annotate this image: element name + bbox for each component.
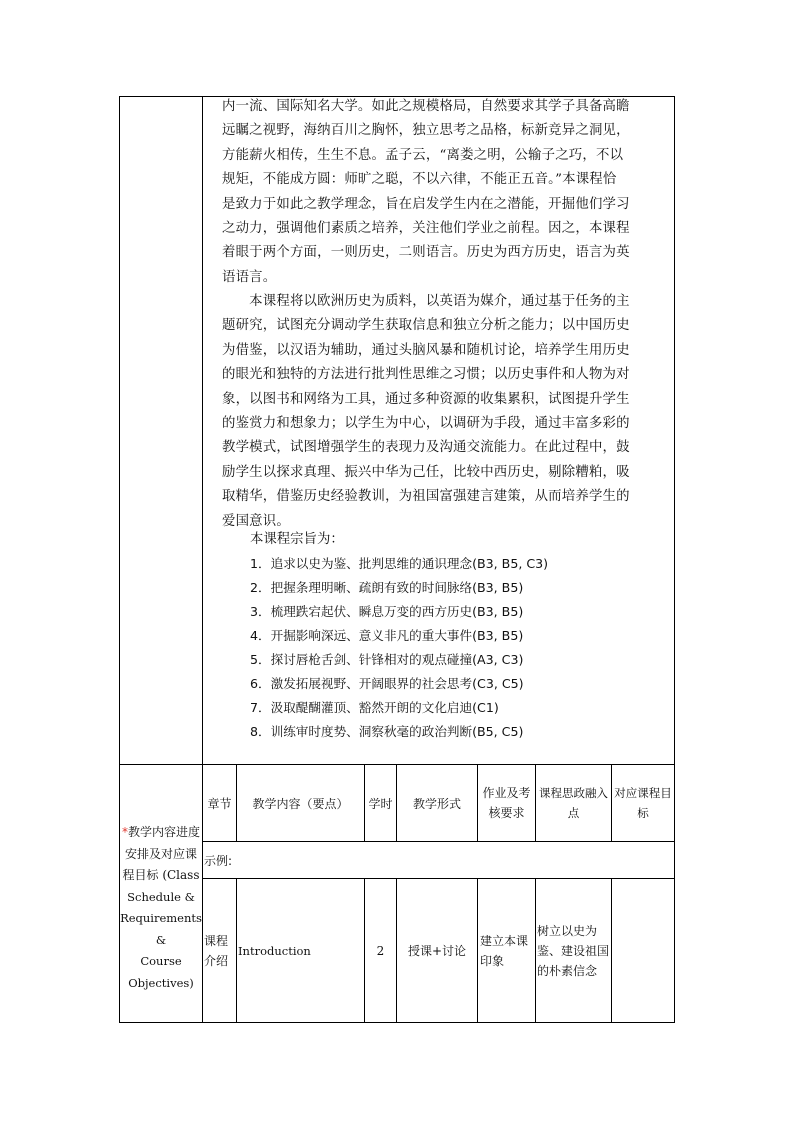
text-line: 教学模式，试图增强学生的表现力及沟通交流能力。在此过程中，鼓	[222, 440, 630, 456]
header-content: 教学内容（要点）	[252, 796, 349, 811]
section-label-line: Schedule &	[127, 889, 195, 904]
required-asterisk: *	[121, 825, 128, 839]
goal-item: 4．开掘影响深远、意义非凡的重大事件(B3, B5)	[250, 628, 524, 643]
text-line: 取精华，借鉴历史经验教训，为祖国富强建言建策，从而培养学生的	[222, 489, 630, 505]
row-chapter-line: 课程	[204, 933, 229, 948]
table-border-bottom	[119, 1022, 675, 1023]
goal-item: 5．探讨唇枪舌剑、针锋相对的观点碰撞(A3, C3)	[250, 652, 524, 667]
text-line: 内一流、国际知名大学。如此之规模格局，自然要求其学子具备高瞻	[222, 99, 630, 114]
section-label-line: Requirements &	[120, 911, 202, 947]
text-line: 是致力于如此之教学理念，旨在启发学生内在之潜能，开掘他们学习	[222, 196, 630, 212]
header-ideology-line: 课程思政融入	[539, 786, 608, 800]
text-line: 之动力，强调他们素质之培养，关注他们学业之前程。因之，本课程	[222, 221, 630, 237]
row-chapter	[203, 879, 237, 1022]
goal-item: 7．汲取醍醐灌顶、豁然开朗的文化启迪(C1)	[250, 700, 499, 715]
header-chapter: 章节	[207, 796, 232, 811]
row-format: 授课+讨论	[407, 944, 467, 958]
section-label-line: Objectives)	[128, 975, 194, 990]
row-homework	[480, 879, 535, 1022]
text-line: 题研究，试图充分调动学生获取信息和独立分析之能力；以中国历史	[222, 318, 630, 334]
text-line: 语语言。	[222, 269, 277, 285]
header-objectives-line: 标	[637, 806, 649, 820]
row-ideology-line: 的朴素信念	[537, 963, 598, 978]
row-ideology-line: 鉴、建设祖国	[537, 943, 610, 958]
schedule-section-label	[120, 822, 202, 994]
text-line: 象，以图书和网络为工具，通过多种资源的收集累积，试图提升学生	[222, 391, 630, 407]
header-objectives-line: 对应课程目	[614, 786, 672, 800]
text-line: 的眼光和独特的方法进行批判性思维之习惯；以历史事件和人物为对	[222, 367, 630, 383]
text-line: 着眼于两个方面，一则历史，二则语言。历史为西方历史，语言为英	[222, 245, 630, 261]
text-line: 规矩，不能成方圆：师旷之聪，不以六律，不能正五音。”本课程恰	[222, 172, 617, 188]
row-col-divider-4	[477, 878, 478, 1022]
row-homework-line: 印象	[480, 953, 505, 968]
text-line: 励学生以探求真理、振兴中华为己任，比较中西历史，剔除糟粕，吸	[222, 464, 630, 480]
section-label-line: 教学内容进度	[127, 825, 200, 839]
header-homework-line: 作业及考	[482, 786, 531, 800]
text-line: 方能薪火相传，生生不息。孟子云，“离娄之明，公输子之巧，不以	[222, 147, 624, 163]
row-hours: 2	[376, 943, 385, 958]
text-line: 本课程将以欧洲历史为质料，以英语为媒介，通过基于任务的主	[222, 294, 630, 309]
text-line: 的鉴赏力和想象力；以学生为中心，以调研为手段，通过丰富多彩的	[222, 416, 630, 432]
section-label-line: 安排及对应课	[124, 846, 197, 861]
table-border-right	[674, 96, 675, 1023]
goal-item: 6．激发拓展视野、开阔眼界的社会思考(C3, C5)	[250, 676, 524, 691]
section-label-line: 程目标 (Class	[122, 868, 200, 882]
text-line: 为借鉴，以汉语为辅助，通过头脑风暴和随机讨论，培养学生用历史	[222, 342, 630, 358]
header-objectives	[612, 765, 674, 841]
text-line: 远瞩之视野，海纳百川之胸怀，独立思考之品格，标新竞异之洞见，	[222, 123, 630, 139]
text-line: 爱国意识。	[222, 513, 290, 529]
goal-item: 3．梳理跌宕起伏、瞬息万变的西方历史(B3, B5)	[250, 604, 524, 619]
goal-item: 8．训练审时度势、洞察秋毫的政治判断(B5, C5)	[250, 724, 524, 739]
row-chapter-line: 介绍	[204, 953, 229, 968]
header-homework-line: 核要求	[488, 806, 525, 820]
header-homework	[478, 765, 535, 841]
row-col-divider-5	[535, 878, 536, 1022]
row-content: Introduction	[238, 943, 311, 958]
row-ideology-line: 树立以史为	[537, 923, 598, 938]
example-label: 示例:	[204, 853, 233, 868]
goal-item: 1．追求以史为鉴、批判思维的通识理念(B3, B5, C3)	[250, 556, 549, 571]
header-ideology	[536, 765, 611, 841]
header-format: 教学形式	[412, 796, 461, 811]
intro-paragraph	[222, 95, 652, 290]
row-ideology	[537, 879, 611, 1022]
aim-heading: 本课程宗旨为：	[250, 532, 344, 547]
section-label-line: Course	[140, 954, 182, 968]
row-objectives	[612, 879, 674, 1022]
row-homework-line: 建立本课	[480, 933, 529, 948]
header-ideology-line: 点	[567, 806, 580, 820]
header-hours: 学时	[368, 796, 393, 811]
goal-item: 2．把握条理明晰、疏朗有致的时间脉络(B3, B5)	[250, 580, 524, 595]
method-paragraph	[222, 290, 652, 534]
